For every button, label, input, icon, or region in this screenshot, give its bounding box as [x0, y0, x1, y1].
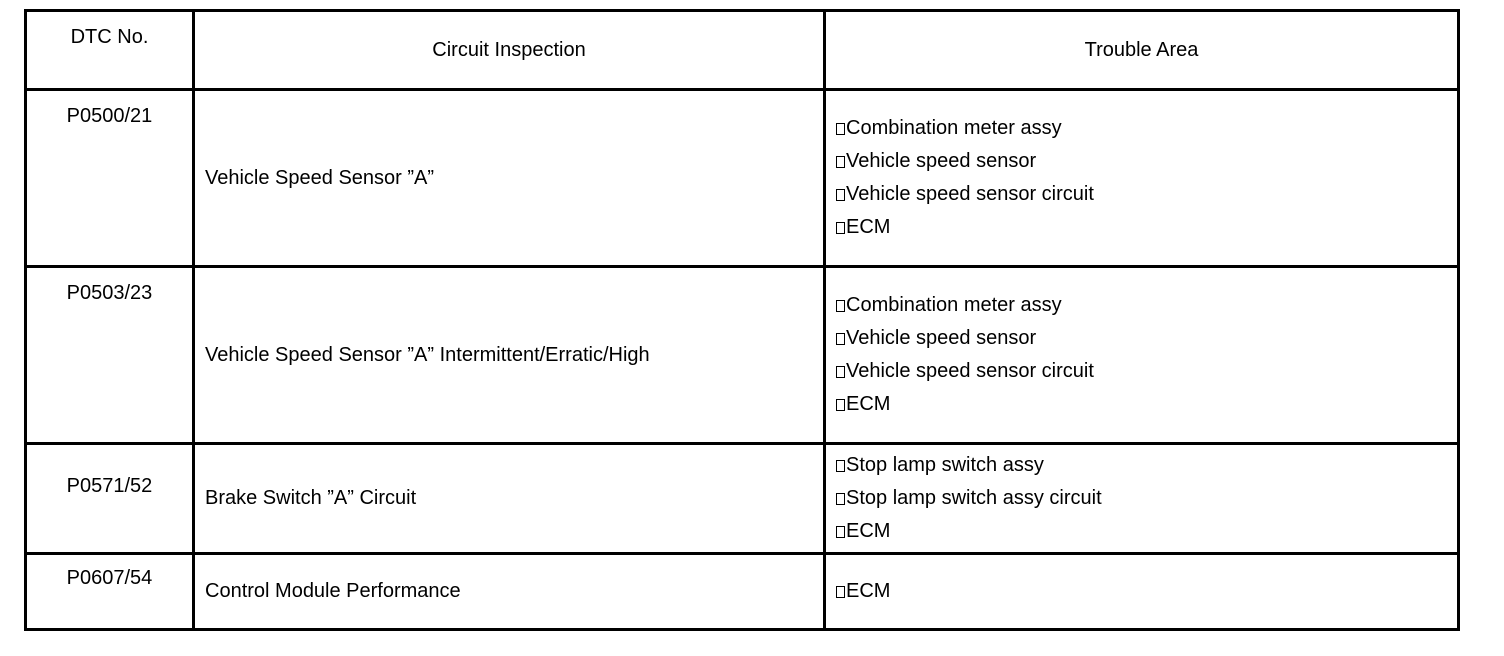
trouble-item-label: ECM [846, 393, 891, 415]
trouble-list [836, 112, 1457, 244]
square-box-icon [836, 300, 845, 312]
header-dtc-no: DTC No. [26, 11, 194, 90]
trouble-item-label: ECM [846, 580, 891, 602]
list-item [836, 482, 1457, 515]
dtc-code: P0571/52 [26, 444, 194, 554]
list-item [836, 322, 1457, 355]
trouble-area [825, 554, 1459, 630]
circuit-inspection: Brake Switch ”A” Circuit [194, 444, 825, 554]
square-box-icon [836, 222, 845, 234]
square-box-icon [836, 460, 845, 472]
table-header-row [26, 11, 1459, 90]
square-box-icon [836, 123, 845, 135]
table-row [26, 90, 1459, 267]
list-item [836, 575, 1457, 608]
list-item [836, 112, 1457, 145]
trouble-item-label: Vehicle speed sensor [846, 150, 1037, 172]
list-item [836, 449, 1457, 482]
circuit-inspection: Vehicle Speed Sensor ”A” Intermittent/Erratic/High [194, 267, 825, 444]
trouble-list [836, 449, 1457, 548]
trouble-area [825, 90, 1459, 267]
list-item [836, 388, 1457, 421]
list-item [836, 178, 1457, 211]
trouble-item-label: Vehicle speed sensor [846, 327, 1037, 349]
list-item [836, 145, 1457, 178]
square-box-icon [836, 586, 845, 598]
list-item [836, 515, 1457, 548]
trouble-item-label: ECM [846, 216, 891, 238]
square-box-icon [836, 333, 845, 345]
square-box-icon [836, 526, 845, 538]
trouble-item-label: Combination meter assy [846, 117, 1062, 139]
list-item [836, 289, 1457, 322]
trouble-list [836, 575, 1457, 608]
dtc-code: P0607/54 [26, 554, 194, 630]
trouble-item-label: ECM [846, 520, 891, 542]
trouble-item-label: Vehicle speed sensor circuit [846, 183, 1094, 205]
circuit-inspection: Control Module Performance [194, 554, 825, 630]
square-box-icon [836, 189, 845, 201]
square-box-icon [836, 156, 845, 168]
table-row [26, 444, 1459, 554]
header-trouble-area: Trouble Area [825, 11, 1459, 90]
circuit-inspection: Vehicle Speed Sensor ”A” [194, 90, 825, 267]
square-box-icon [836, 399, 845, 411]
trouble-area [825, 444, 1459, 554]
square-box-icon [836, 366, 845, 378]
table-row [26, 554, 1459, 630]
trouble-list [836, 289, 1457, 421]
dtc-code: P0500/21 [26, 90, 194, 267]
trouble-area [825, 267, 1459, 444]
list-item [836, 355, 1457, 388]
list-item [836, 211, 1457, 244]
trouble-item-label: Stop lamp switch assy circuit [846, 487, 1102, 509]
square-box-icon [836, 493, 845, 505]
dtc-table [24, 9, 1460, 631]
trouble-item-label: Vehicle speed sensor circuit [846, 360, 1094, 382]
table-row [26, 267, 1459, 444]
trouble-item-label: Combination meter assy [846, 294, 1062, 316]
trouble-item-label: Stop lamp switch assy [846, 454, 1044, 476]
dtc-code: P0503/23 [26, 267, 194, 444]
header-circuit-inspection: Circuit Inspection [194, 11, 825, 90]
